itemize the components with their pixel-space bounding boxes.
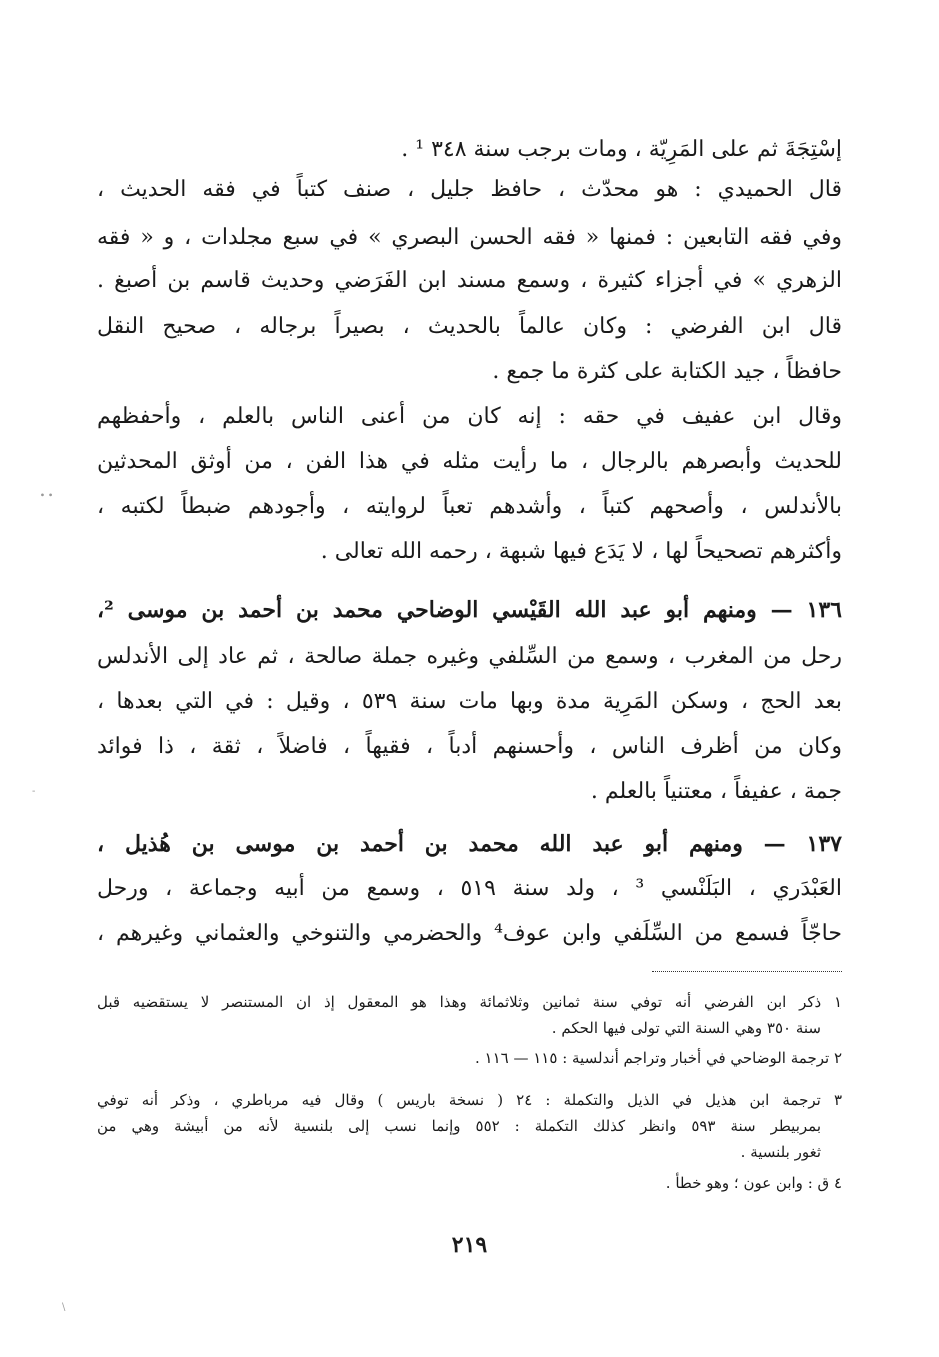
entry-136-line: جمة ، عفيفاً ، معتنياً بالعلم . xyxy=(590,779,842,804)
footnote-separator xyxy=(652,971,842,972)
entry-136-line: رحل من المغرب ، وسمع من السِّلفي وغيره جملة صالحة ، ثم عاد إلى الأندلس xyxy=(97,644,842,669)
footnote-line: ١ ذكر ابن الفرضي أنه توفي سنة ثمانين وثلاثمائة وهذا هو المعقول إذ ان المستنصر لا يستقضيه قبل xyxy=(97,993,842,1011)
entry-137-line: العَبْدَري ، البَلَنْسي ³ ، ولد سنة ٥١٩ ، وسمع من أبيه وجماعة ، ورحل xyxy=(97,876,842,901)
body-line: قال ابن الفرضي : وكان عالماً بالحديث ، بصيراً برجاله ، صحيح النقل xyxy=(97,314,842,339)
scan-mark: - xyxy=(32,786,36,797)
body-line: وفي فقه التابعين : فمنها « فقه الحسن البصري » في سبع مجلدات ، و « فقه xyxy=(97,225,842,250)
entry-136-heading: ١٣٦ — ومنهم أبو عبد الله القَيْسي الوضاحي محمد بن أحمد بن موسى ²، xyxy=(97,597,842,623)
page-number: ٢١٩ xyxy=(451,1232,488,1258)
footnote-line: ٢ ترجمة الوضاحي في أخبار وتراجم أندلسية : ١١٥ — ١١٦ . xyxy=(474,1049,842,1067)
scan-mark: ∙ ∙ xyxy=(40,490,53,501)
body-line: حافظاً ، جيد الكتابة على كثرة ما جمع . xyxy=(492,359,842,384)
footnote-line: ٣ ترجمة ابن هذيل في الذيل والتكملة : ٢٤ ( نسخة باريس ) وقال فيه مرباطري ، وذكر أنه توفي xyxy=(97,1091,842,1109)
body-line: الزهري » في أجزاء كثيرة ، وسمع مسند ابن الفَرَضي وحديث قاسم بن أصبغ . xyxy=(97,268,842,293)
body-line: للحديث وأبصرهم بالرجال ، ما رأيت مثله في هذا الفن ، من أوثق المحدثين xyxy=(97,449,842,474)
body-line: وقال ابن عفيف في حقه : إنه كان من أعنى الناس بالعلم ، وأحفظهم xyxy=(97,404,842,429)
footnote-line: سنة ٣٥٠ وهي السنة التي تولى فيها الحكم . xyxy=(551,1019,821,1037)
entry-136-line: وكان من أظرف الناس ، وأحسنهم أدباً ، فقيهاً ، فاضلاً ، ثقة ، ذا فوائد xyxy=(97,734,842,759)
footnote-line: ثغور بلنسية . xyxy=(740,1143,821,1161)
body-line: بالأندلس ، وأصحهم كتباً ، وأشدهم تعباً لروايته ، وأجودهم ضبطاً لكتبه ، xyxy=(97,494,842,519)
entry-136-line: بعد الحج ، وسكن المَرِية مدة وبها مات سنة ٥٣٩ ، وقيل : في التي بعدها ، xyxy=(97,689,842,714)
footnote-line: ٤ ق : وابن عون ؛ وهو خطأ . xyxy=(665,1174,842,1192)
body-line: وأكثرهم تصحيحاً لها ، لا يَدَع فيها شبهة ، رحمه الله تعالى . xyxy=(320,539,842,564)
scan-mark: \ xyxy=(62,1302,66,1313)
body-line: قال الحميدي : هو محدّث ، حافظ جليل ، صنف كتباً في فقه الحديث ، xyxy=(97,177,842,202)
footnote-line: بمربيطر سنة ٥٩٣ وانظر كذلك التكملة : ٥٥٢ وإنما نسب إلى بلنسية لأنه من أبيشة وهي من xyxy=(97,1117,822,1135)
entry-137-line: حاجّاً فسمع من السِّلَفي وابن عوف⁴ والحضرمي والتنوخي والعثماني وغيرهم ، xyxy=(97,921,842,946)
body-line: إسْتِجَةَ ثم على المَرِيّة ، ومات برجب سنة ٣٤٨ ¹ . xyxy=(401,137,842,162)
entry-137-heading: ١٣٧ — ومنهم أبو عبد الله محمد بن أحمد بن موسى بن هُذيل ، xyxy=(97,831,842,857)
